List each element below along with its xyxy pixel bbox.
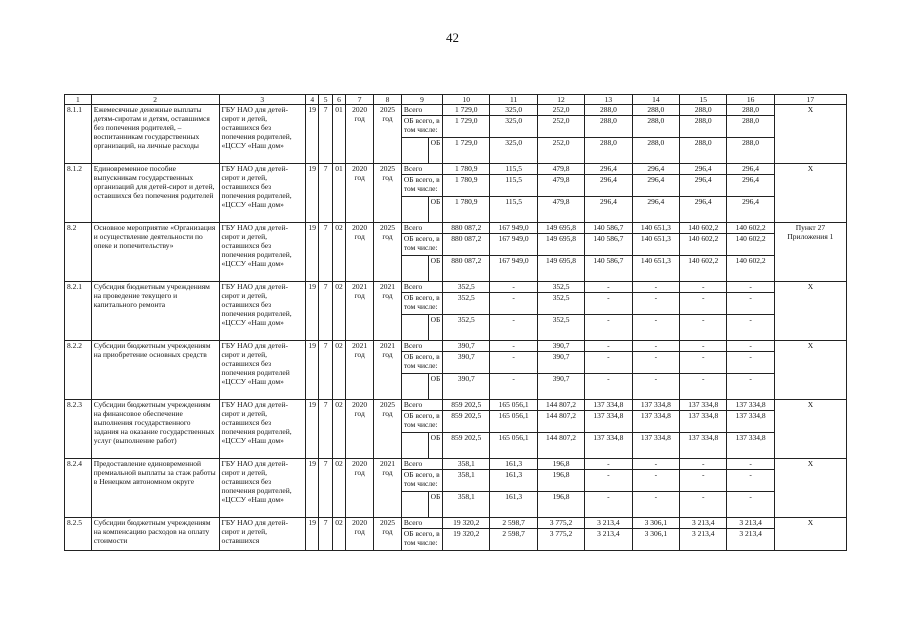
end-year: 2025 год bbox=[374, 400, 402, 459]
value-cell: 3 775,2 bbox=[537, 518, 584, 529]
value-cell: - bbox=[585, 459, 632, 470]
row-id: 8.2 bbox=[65, 223, 92, 282]
value-cell: 358,1 bbox=[443, 470, 490, 492]
blank-cell bbox=[401, 433, 428, 459]
activity-name: Ежемесячные денежные выплаты детям-сиротам и детям, оставшимся без попечения родителей, – воспитанникам государственных организаций, на личные расходы bbox=[91, 105, 219, 164]
row-id: 8.2.1 bbox=[65, 282, 92, 341]
value-cell: 296,4 bbox=[632, 175, 679, 197]
table-row bbox=[65, 223, 847, 234]
value-cell: 137 334,8 bbox=[585, 411, 632, 433]
value-cell: 115,5 bbox=[490, 164, 537, 175]
value-cell: 161,3 bbox=[490, 470, 537, 492]
value-cell: 1 780,9 bbox=[443, 175, 490, 197]
value-cell: 137 334,8 bbox=[727, 400, 774, 411]
value-cell: 1 729,0 bbox=[443, 138, 490, 164]
value-cell: 167 949,0 bbox=[490, 223, 537, 234]
activity-name: Субсидия бюджетным учреждениям на проведение текущего и капитального ремонта bbox=[91, 282, 219, 341]
value-cell: 140 586,7 bbox=[585, 234, 632, 256]
value-cell: 252,0 bbox=[537, 116, 584, 138]
table-row bbox=[65, 164, 847, 175]
value-cell: 288,0 bbox=[727, 138, 774, 164]
value-cell: - bbox=[727, 492, 774, 518]
executor: ГБУ НАО для детей-сирот и детей, оставшихся без попечения родителей, «ЦССУ «Наш дом» bbox=[219, 459, 306, 518]
value-cell: 296,4 bbox=[632, 164, 679, 175]
row-id: 8.1.2 bbox=[65, 164, 92, 223]
value-cell: 1 780,9 bbox=[443, 164, 490, 175]
code-cell: 19 bbox=[306, 223, 319, 282]
value-cell: - bbox=[632, 492, 679, 518]
value-cell: - bbox=[680, 293, 727, 315]
value-cell: - bbox=[585, 282, 632, 293]
value-cell: 3 213,4 bbox=[680, 518, 727, 529]
value-cell: 137 334,8 bbox=[585, 433, 632, 459]
end-year: 2025 год bbox=[374, 164, 402, 223]
source-label: Всего bbox=[401, 341, 442, 352]
value-cell: 144 807,2 bbox=[537, 400, 584, 411]
value-cell: 3 306,1 bbox=[632, 518, 679, 529]
code-cell: 02 bbox=[332, 223, 345, 282]
value-cell: - bbox=[632, 374, 679, 400]
value-cell: 479,8 bbox=[537, 197, 584, 223]
blank-cell bbox=[401, 492, 428, 518]
value-cell: 140 602,2 bbox=[680, 256, 727, 282]
table-row bbox=[65, 400, 847, 411]
value-cell: 3 213,4 bbox=[727, 529, 774, 551]
start-year: 2021 год bbox=[346, 282, 374, 341]
value-cell: 165 056,1 bbox=[490, 400, 537, 411]
value-cell: 288,0 bbox=[632, 138, 679, 164]
table-row bbox=[65, 282, 847, 293]
value-cell: 165 056,1 bbox=[490, 433, 537, 459]
note-cell: X bbox=[774, 459, 846, 518]
end-year: 2025 год bbox=[374, 223, 402, 282]
table-row bbox=[65, 459, 847, 470]
value-cell: 3 213,4 bbox=[727, 518, 774, 529]
value-cell: - bbox=[680, 315, 727, 341]
value-cell: 137 334,8 bbox=[632, 411, 679, 433]
value-cell: - bbox=[585, 341, 632, 352]
code-cell: 19 bbox=[306, 459, 319, 518]
value-cell: 352,5 bbox=[443, 293, 490, 315]
value-cell: 137 334,8 bbox=[680, 433, 727, 459]
value-cell: 479,8 bbox=[537, 164, 584, 175]
header-cell: 14 bbox=[632, 95, 679, 105]
value-cell: - bbox=[680, 341, 727, 352]
code-cell: 01 bbox=[332, 105, 345, 164]
value-cell: 137 334,8 bbox=[632, 433, 679, 459]
code-cell: 02 bbox=[332, 341, 345, 400]
value-cell: 325,0 bbox=[490, 105, 537, 116]
code-cell: 19 bbox=[306, 341, 319, 400]
value-cell: 859 202,5 bbox=[443, 400, 490, 411]
value-cell: 144 807,2 bbox=[537, 411, 584, 433]
header-cell: 13 bbox=[585, 95, 632, 105]
header-cell: 9 bbox=[401, 95, 442, 105]
value-cell: - bbox=[727, 374, 774, 400]
value-cell: 352,5 bbox=[443, 315, 490, 341]
note-cell: X bbox=[774, 518, 846, 551]
value-cell: 161,3 bbox=[490, 492, 537, 518]
value-cell: 140 602,2 bbox=[680, 234, 727, 256]
header-cell: 11 bbox=[490, 95, 537, 105]
value-cell: - bbox=[680, 374, 727, 400]
code-cell: 7 bbox=[319, 223, 332, 282]
header-cell: 7 bbox=[346, 95, 374, 105]
note-cell: X bbox=[774, 164, 846, 223]
start-year: 2020 год bbox=[346, 459, 374, 518]
value-cell: 352,5 bbox=[537, 293, 584, 315]
value-cell: 3 213,4 bbox=[680, 529, 727, 551]
value-cell: - bbox=[632, 470, 679, 492]
blank-cell bbox=[401, 315, 428, 341]
value-cell: 390,7 bbox=[443, 352, 490, 374]
code-cell: 19 bbox=[306, 105, 319, 164]
program-activities-table bbox=[64, 94, 847, 551]
value-cell: - bbox=[680, 492, 727, 518]
value-cell: 296,4 bbox=[585, 197, 632, 223]
value-cell: 1 780,9 bbox=[443, 197, 490, 223]
value-cell: 140 651,3 bbox=[632, 234, 679, 256]
activity-name: Предоставление единовременной премиальной выплаты за стаж работы в Ненецком автономном округе bbox=[91, 459, 219, 518]
executor: ГБУ НАО для детей-сирот и детей, оставшихся bbox=[219, 518, 306, 551]
header-cell: 8 bbox=[374, 95, 402, 105]
executor: ГБУ НАО для детей-сирот и детей, оставшихся без попечения родителей, «ЦССУ «Наш дом» bbox=[219, 400, 306, 459]
value-cell: 296,4 bbox=[727, 175, 774, 197]
value-cell: - bbox=[632, 293, 679, 315]
source-label: ОБ bbox=[428, 492, 442, 518]
row-id: 8.2.4 bbox=[65, 459, 92, 518]
value-cell: - bbox=[632, 282, 679, 293]
source-label: ОБ bbox=[428, 315, 442, 341]
value-cell: 140 586,7 bbox=[585, 223, 632, 234]
code-cell: 01 bbox=[332, 164, 345, 223]
value-cell: 296,4 bbox=[727, 197, 774, 223]
executor: ГБУ НАО для детей-сирот и детей, оставшихся без попечения родителей, «ЦССУ «Наш дом» bbox=[219, 223, 306, 282]
value-cell: 144 807,2 bbox=[537, 433, 584, 459]
value-cell: - bbox=[680, 459, 727, 470]
executor: ГБУ НАО для детей-сирот и детей, оставшихся без попечения родителей, «ЦССУ «Наш дом» bbox=[219, 282, 306, 341]
code-cell: 02 bbox=[332, 282, 345, 341]
source-label: ОБ всего, в том числе: bbox=[401, 293, 442, 315]
value-cell: 859 202,5 bbox=[443, 433, 490, 459]
code-cell: 02 bbox=[332, 400, 345, 459]
value-cell: - bbox=[490, 282, 537, 293]
code-cell: 02 bbox=[332, 518, 345, 551]
start-year: 2020 год bbox=[346, 164, 374, 223]
value-cell: 390,7 bbox=[443, 341, 490, 352]
note-cell: X bbox=[774, 400, 846, 459]
value-cell: 325,0 bbox=[490, 116, 537, 138]
value-cell: 325,0 bbox=[490, 138, 537, 164]
value-cell: 252,0 bbox=[537, 105, 584, 116]
value-cell: 3 213,4 bbox=[585, 529, 632, 551]
value-cell: - bbox=[585, 315, 632, 341]
source-label: Всего bbox=[401, 459, 442, 470]
start-year: 2020 год bbox=[346, 105, 374, 164]
blank-cell bbox=[401, 197, 428, 223]
value-cell: 296,4 bbox=[680, 164, 727, 175]
value-cell: - bbox=[632, 315, 679, 341]
source-label: ОБ всего, в том числе: bbox=[401, 234, 442, 256]
end-year: 2021 год bbox=[374, 459, 402, 518]
value-cell: 352,5 bbox=[537, 315, 584, 341]
source-label: ОБ всего, в том числе: bbox=[401, 352, 442, 374]
executor: ГБУ НАО для детей-сирот и детей, оставшихся без попечения родителей, «ЦССУ «Наш дом» bbox=[219, 105, 306, 164]
value-cell: 352,5 bbox=[537, 282, 584, 293]
source-label: ОБ bbox=[428, 197, 442, 223]
value-cell: - bbox=[585, 374, 632, 400]
value-cell: 140 602,2 bbox=[727, 234, 774, 256]
value-cell: 288,0 bbox=[680, 138, 727, 164]
value-cell: 167 949,0 bbox=[490, 256, 537, 282]
source-label: ОБ bbox=[428, 374, 442, 400]
value-cell: 140 602,2 bbox=[680, 223, 727, 234]
value-cell: - bbox=[585, 492, 632, 518]
source-label: ОБ bbox=[428, 256, 442, 282]
value-cell: 161,3 bbox=[490, 459, 537, 470]
value-cell: - bbox=[727, 282, 774, 293]
value-cell: 137 334,8 bbox=[727, 411, 774, 433]
value-cell: 296,4 bbox=[680, 175, 727, 197]
value-cell: 19 320,2 bbox=[443, 529, 490, 551]
value-cell: 149 695,8 bbox=[537, 234, 584, 256]
value-cell: 140 651,3 bbox=[632, 256, 679, 282]
blank-cell bbox=[401, 374, 428, 400]
activity-name: Субсидии бюджетным учреждениям на компенсацию расходов на оплату стоимости bbox=[91, 518, 219, 551]
value-cell: 859 202,5 bbox=[443, 411, 490, 433]
end-year: 2021 год bbox=[374, 282, 402, 341]
note-cell: Пункт 27 Приложения 1 bbox=[774, 223, 846, 282]
value-cell: 2 598,7 bbox=[490, 518, 537, 529]
source-label: Всего bbox=[401, 518, 442, 529]
value-cell: 137 334,8 bbox=[680, 400, 727, 411]
value-cell: 140 602,2 bbox=[727, 223, 774, 234]
source-label: Всего bbox=[401, 400, 442, 411]
activity-name: Единовременное пособие выпускникам государственных организаций для детей-сирот и детей, оставшихся без попечения родителей bbox=[91, 164, 219, 223]
value-cell: - bbox=[585, 352, 632, 374]
note-cell: X bbox=[774, 282, 846, 341]
table-row bbox=[65, 341, 847, 352]
value-cell: 115,5 bbox=[490, 197, 537, 223]
value-cell: 288,0 bbox=[585, 105, 632, 116]
code-cell: 19 bbox=[306, 282, 319, 341]
value-cell: 390,7 bbox=[537, 374, 584, 400]
value-cell: 3 213,4 bbox=[585, 518, 632, 529]
activity-name: Субсидии бюджетным учреждениям на приобретение основных средств bbox=[91, 341, 219, 400]
start-year: 2020 год bbox=[346, 400, 374, 459]
value-cell: - bbox=[680, 470, 727, 492]
activity-name: Основное мероприятие «Организация и осуществление деятельности по опеке и попечительству» bbox=[91, 223, 219, 282]
value-cell: 167 949,0 bbox=[490, 234, 537, 256]
value-cell: 352,5 bbox=[443, 282, 490, 293]
value-cell: 196,8 bbox=[537, 470, 584, 492]
header-cell: 17 bbox=[774, 95, 846, 105]
value-cell: 137 334,8 bbox=[680, 411, 727, 433]
source-label: ОБ всего, в том числе: bbox=[401, 470, 442, 492]
value-cell: - bbox=[680, 352, 727, 374]
value-cell: 115,5 bbox=[490, 175, 537, 197]
end-year: 2021 год bbox=[374, 341, 402, 400]
source-label: ОБ bbox=[428, 433, 442, 459]
blank-cell bbox=[401, 138, 428, 164]
value-cell: 880 087,2 bbox=[443, 234, 490, 256]
code-cell: 7 bbox=[319, 282, 332, 341]
activity-name: Субсидии бюджетным учреждениям на финансовое обеспечение выполнения государственного задания на оказание государственных услуг (выполнение работ) bbox=[91, 400, 219, 459]
value-cell: - bbox=[585, 293, 632, 315]
value-cell: - bbox=[680, 282, 727, 293]
value-cell: - bbox=[632, 459, 679, 470]
value-cell: 140 651,3 bbox=[632, 223, 679, 234]
value-cell: 288,0 bbox=[727, 116, 774, 138]
code-cell: 19 bbox=[306, 164, 319, 223]
source-label: Всего bbox=[401, 223, 442, 234]
value-cell: 3 306,1 bbox=[632, 529, 679, 551]
value-cell: - bbox=[727, 470, 774, 492]
value-cell: - bbox=[727, 293, 774, 315]
value-cell: 880 087,2 bbox=[443, 223, 490, 234]
start-year: 2020 год bbox=[346, 223, 374, 282]
value-cell: 296,4 bbox=[632, 197, 679, 223]
value-cell: - bbox=[727, 315, 774, 341]
header-cell: 15 bbox=[680, 95, 727, 105]
value-cell: 479,8 bbox=[537, 175, 584, 197]
executor: ГБУ НАО для детей-сирот и детей, оставшихся без попечения родителей «ЦССУ «Наш дом» bbox=[219, 341, 306, 400]
value-cell: - bbox=[490, 341, 537, 352]
value-cell: 296,4 bbox=[727, 164, 774, 175]
value-cell: 137 334,8 bbox=[632, 400, 679, 411]
value-cell: 390,7 bbox=[443, 374, 490, 400]
value-cell: 358,1 bbox=[443, 459, 490, 470]
blank-cell bbox=[401, 256, 428, 282]
page-number: 42 bbox=[446, 30, 459, 45]
value-cell: 296,4 bbox=[680, 197, 727, 223]
value-cell: 1 729,0 bbox=[443, 116, 490, 138]
source-label: ОБ всего, в том числе: bbox=[401, 116, 442, 138]
end-year: 2025 год bbox=[374, 518, 402, 551]
value-cell: - bbox=[490, 352, 537, 374]
header-cell: 16 bbox=[727, 95, 774, 105]
source-label: ОБ всего, в том числе: bbox=[401, 411, 442, 433]
source-label: Всего bbox=[401, 164, 442, 175]
value-cell: - bbox=[727, 352, 774, 374]
value-cell: 390,7 bbox=[537, 341, 584, 352]
note-cell: X bbox=[774, 341, 846, 400]
header-cell: 6 bbox=[332, 95, 345, 105]
value-cell: 137 334,8 bbox=[727, 433, 774, 459]
value-cell: - bbox=[632, 341, 679, 352]
source-label: Всего bbox=[401, 105, 442, 116]
value-cell: 880 087,2 bbox=[443, 256, 490, 282]
code-cell: 7 bbox=[319, 459, 332, 518]
value-cell: 288,0 bbox=[680, 116, 727, 138]
note-cell: X bbox=[774, 105, 846, 164]
code-cell: 7 bbox=[319, 400, 332, 459]
header-cell: 1 bbox=[65, 95, 92, 105]
value-cell: 149 695,8 bbox=[537, 223, 584, 234]
value-cell: 288,0 bbox=[585, 116, 632, 138]
value-cell: 196,8 bbox=[537, 459, 584, 470]
code-cell: 7 bbox=[319, 105, 332, 164]
value-cell: 288,0 bbox=[680, 105, 727, 116]
value-cell: - bbox=[585, 470, 632, 492]
value-cell: 1 729,0 bbox=[443, 105, 490, 116]
value-cell: - bbox=[490, 374, 537, 400]
value-cell: - bbox=[727, 341, 774, 352]
source-label: Всего bbox=[401, 282, 442, 293]
code-cell: 19 bbox=[306, 518, 319, 551]
value-cell: 137 334,8 bbox=[585, 400, 632, 411]
row-id: 8.2.2 bbox=[65, 341, 92, 400]
table-row bbox=[65, 105, 847, 116]
header-cell: 4 bbox=[306, 95, 319, 105]
value-cell: 3 775,2 bbox=[537, 529, 584, 551]
header-row bbox=[65, 95, 847, 105]
code-cell: 7 bbox=[319, 518, 332, 551]
start-year: 2020 год bbox=[346, 518, 374, 551]
source-label: ОБ bbox=[428, 138, 442, 164]
table-row bbox=[65, 518, 847, 529]
value-cell: 196,8 bbox=[537, 492, 584, 518]
value-cell: 149 695,8 bbox=[537, 256, 584, 282]
value-cell: 140 586,7 bbox=[585, 256, 632, 282]
value-cell: 288,0 bbox=[632, 116, 679, 138]
header-cell: 5 bbox=[319, 95, 332, 105]
value-cell: 288,0 bbox=[727, 105, 774, 116]
code-cell: 7 bbox=[319, 164, 332, 223]
row-id: 8.2.3 bbox=[65, 400, 92, 459]
end-year: 2025 год bbox=[374, 105, 402, 164]
header-cell: 3 bbox=[219, 95, 306, 105]
value-cell: - bbox=[632, 352, 679, 374]
value-cell: 390,7 bbox=[537, 352, 584, 374]
value-cell: 2 598,7 bbox=[490, 529, 537, 551]
executor: ГБУ НАО для детей-сирот и детей, оставшихся без попечения родителей, «ЦССУ «Наш дом» bbox=[219, 164, 306, 223]
value-cell: 19 320,2 bbox=[443, 518, 490, 529]
value-cell: 140 602,2 bbox=[727, 256, 774, 282]
row-id: 8.1.1 bbox=[65, 105, 92, 164]
value-cell: 296,4 bbox=[585, 164, 632, 175]
code-cell: 19 bbox=[306, 400, 319, 459]
value-cell: 358,1 bbox=[443, 492, 490, 518]
row-id: 8.2.5 bbox=[65, 518, 92, 551]
code-cell: 02 bbox=[332, 459, 345, 518]
header-cell: 10 bbox=[443, 95, 490, 105]
value-cell: 165 056,1 bbox=[490, 411, 537, 433]
value-cell: 288,0 bbox=[585, 138, 632, 164]
header-cell: 12 bbox=[537, 95, 584, 105]
header-cell: 2 bbox=[91, 95, 219, 105]
value-cell: - bbox=[490, 293, 537, 315]
value-cell: - bbox=[490, 315, 537, 341]
value-cell: 252,0 bbox=[537, 138, 584, 164]
value-cell: 296,4 bbox=[585, 175, 632, 197]
value-cell: 288,0 bbox=[632, 105, 679, 116]
start-year: 2021 год bbox=[346, 341, 374, 400]
source-label: ОБ всего, в том числе: bbox=[401, 175, 442, 197]
code-cell: 7 bbox=[319, 341, 332, 400]
source-label: ОБ всего, в том числе: bbox=[401, 529, 442, 551]
value-cell: - bbox=[727, 459, 774, 470]
